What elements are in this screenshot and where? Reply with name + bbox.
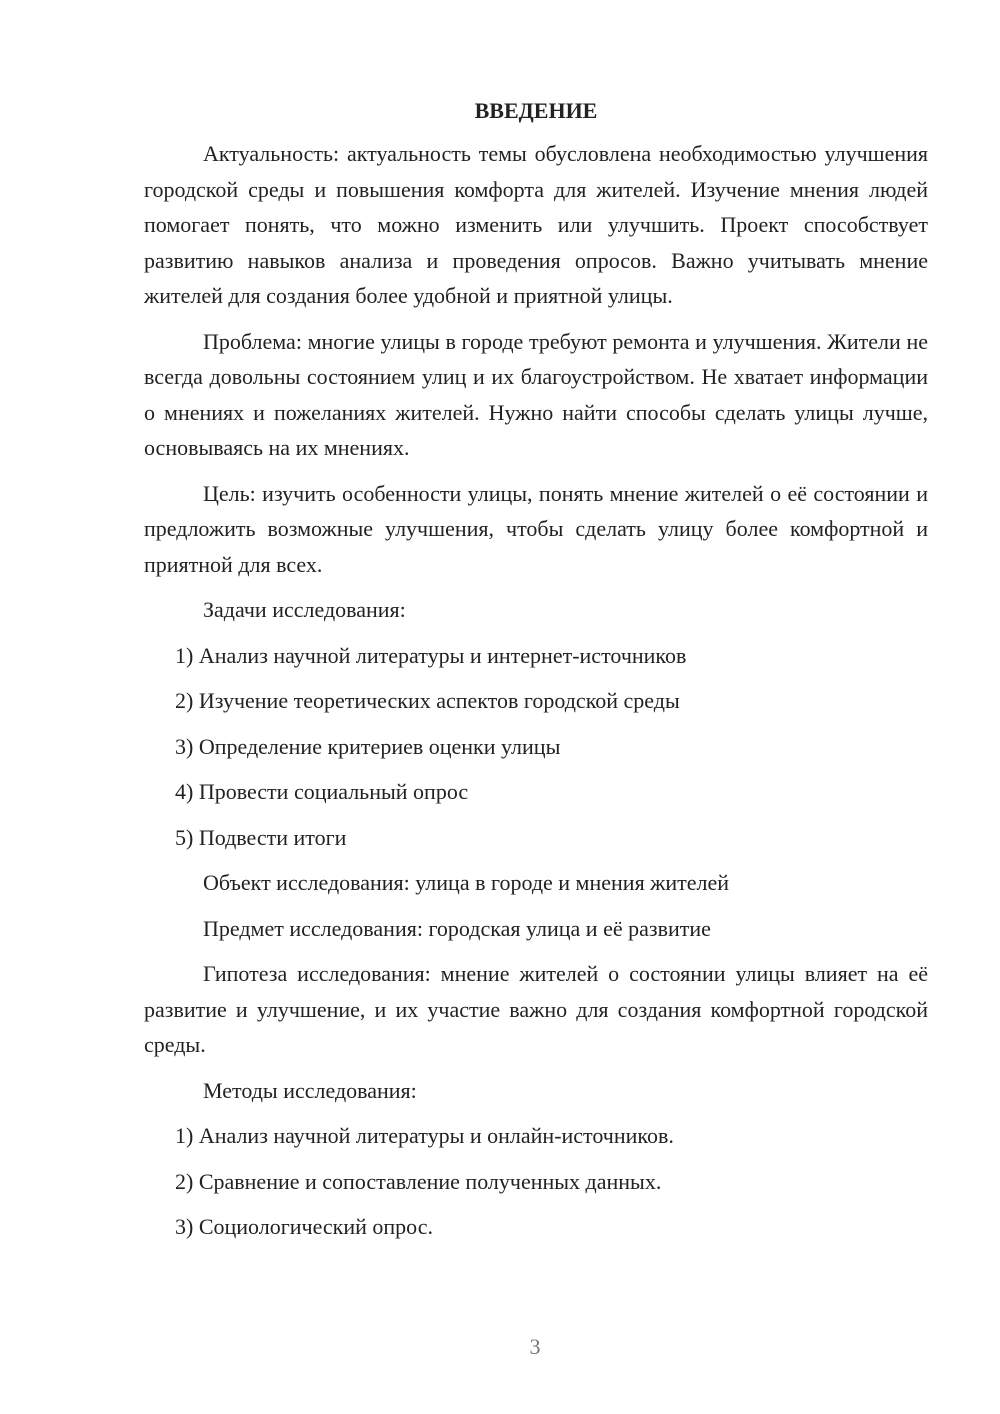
- subject-paragraph: Предмет исследования: городская улица и её развитие: [203, 915, 711, 941]
- relevance-paragraph: Актуальность: актуальность темы обусловлена необходимостью улучшения городской среды и повышения комфорта для жителей. Изучение мнения людей помогает понять, что можно изменить или улучшить. Проект способствует развитию навыков анализа и проведения опросов. Важно учитывать мнение жителей для создания более удобной и приятной улицы.: [144, 141, 928, 308]
- task-item: 1) Анализ научной литературы и интернет-источников: [175, 642, 687, 668]
- method-item: 1) Анализ научной литературы и онлайн-источников.: [175, 1123, 674, 1148]
- task-item: 3) Определение критериев оценки улицы: [175, 733, 561, 759]
- section-title: ВВЕДЕНИЕ: [474, 98, 598, 123]
- object-paragraph: Объект исследования: улица в городе и мнения жителей: [203, 870, 730, 895]
- method-item: 3) Социологический опрос.: [175, 1214, 433, 1239]
- task-item: 5) Подвести итоги: [175, 824, 347, 850]
- problem-paragraph: Проблема: многие улицы в городе требуют ремонта и улучшения. Жители не всегда довольны состоянием улиц и их благоустройством. Не хватает информации о мнениях и пожеланиях жителей. Нужно найти способы сделать улицы лучше, основываясь на их мнениях.: [144, 328, 928, 460]
- task-item: 4) Провести социальный опрос: [175, 779, 469, 804]
- goal-paragraph: Цель: изучить особенности улицы, понять мнение жителей о её состоянии и предложить возможные улучшения, чтобы сделать улицу более комфортной и приятной для всех.: [144, 480, 928, 577]
- hypothesis-paragraph: Гипотеза исследования: мнение жителей о состоянии улицы влияет на её развитие и улучшение, и их участие важно для создания комфортной городской среды.: [144, 961, 928, 1057]
- page-number: 3: [529, 1334, 541, 1359]
- page-content: [144, 96, 928, 1255]
- method-item: 2) Сравнение и сопоставление полученных данных.: [175, 1168, 662, 1194]
- task-item: 2) Изучение теоретических аспектов городской среды: [175, 688, 680, 713]
- tasks-heading: Задачи исследования:: [203, 597, 406, 622]
- methods-heading: Методы исследования:: [203, 1077, 417, 1103]
